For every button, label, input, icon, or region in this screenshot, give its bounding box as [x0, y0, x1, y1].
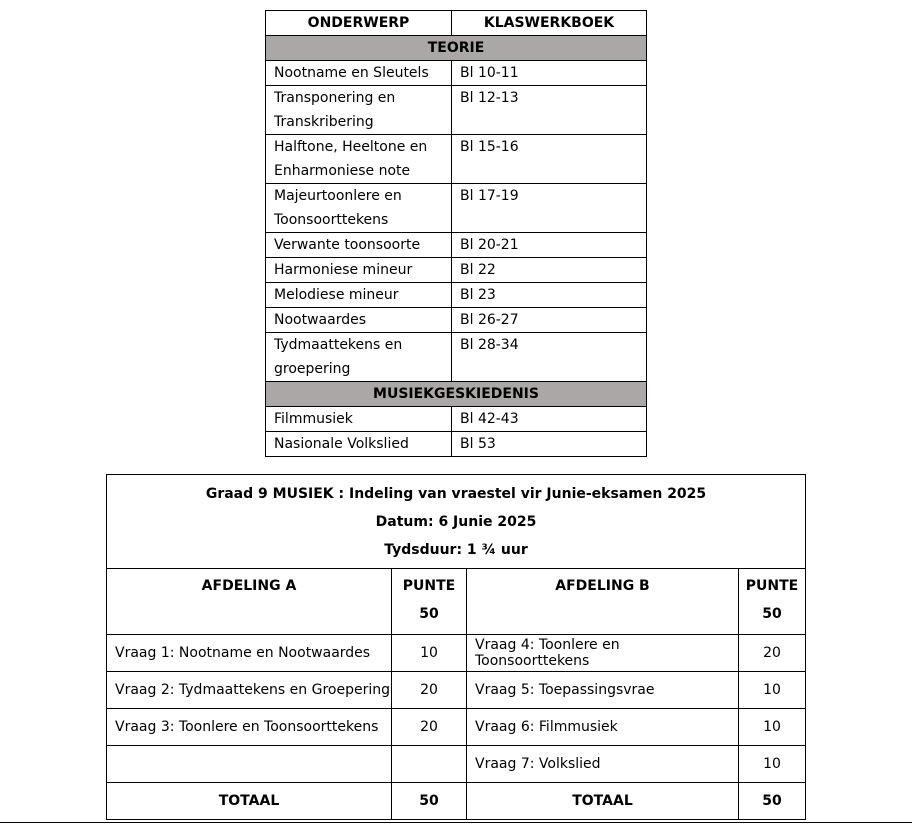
question-row — [107, 672, 806, 709]
question-marks: 20 — [739, 635, 806, 672]
topics-table — [265, 10, 647, 457]
topic-name: Filmmusiek — [266, 407, 452, 432]
exam-title-row — [107, 475, 806, 569]
topic-name: Verwante toonsoorte — [266, 233, 452, 258]
topic-pages: Bl 28-34 — [452, 333, 647, 382]
total-row — [107, 783, 806, 820]
section-b-heading: AFDELING B — [467, 569, 739, 635]
question-text: Vraag 1: Nootname en Nootwaardes — [107, 635, 392, 672]
table-row — [266, 407, 647, 432]
question-row — [107, 746, 806, 783]
question-row — [107, 635, 806, 672]
section-a-heading: AFDELING A — [107, 569, 392, 635]
section-header-row — [107, 569, 806, 635]
question-marks: 10 — [739, 709, 806, 746]
question-marks: 10 — [739, 672, 806, 709]
topic-pages: Bl 42-43 — [452, 407, 647, 432]
topic-pages: Bl 12-13 — [452, 86, 647, 135]
section-b-total: 50 — [739, 783, 806, 820]
topic-name: Nasionale Volkslied — [266, 432, 452, 457]
page-bottom-divider — [0, 822, 912, 823]
question-marks: 10 — [739, 746, 806, 783]
table-row — [266, 61, 647, 86]
question-marks: 20 — [392, 672, 467, 709]
section-a-total-label: TOTAAL — [107, 783, 392, 820]
header-subject: ONDERWERP — [266, 11, 452, 36]
exam-title-cell — [107, 475, 806, 569]
exam-date: Datum: 6 Junie 2025 — [375, 513, 537, 530]
exam-layout-table — [106, 474, 806, 820]
topic-name: Harmoniese mineur — [266, 258, 452, 283]
question-marks — [392, 746, 467, 783]
topic-pages: Bl 23 — [452, 283, 647, 308]
question-row — [107, 709, 806, 746]
table-row — [266, 308, 647, 333]
topic-pages: Bl 10-11 — [452, 61, 647, 86]
question-marks: 20 — [392, 709, 467, 746]
topic-pages: Bl 17-19 — [452, 184, 647, 233]
topics-header-row — [266, 11, 647, 36]
question-marks: 10 — [392, 635, 467, 672]
table-row — [266, 233, 647, 258]
header-workbook: KLASWERKBOEK — [452, 11, 647, 36]
topic-pages: Bl 22 — [452, 258, 647, 283]
section-row-music-history — [266, 382, 647, 407]
topic-pages: Bl 20-21 — [452, 233, 647, 258]
marks-label: PUNTE — [402, 578, 456, 594]
topic-name: Nootwaardes — [266, 308, 452, 333]
topic-name: Melodiese mineur — [266, 283, 452, 308]
question-text: Vraag 2: Tydmaattekens en Groepering — [107, 672, 392, 709]
topic-pages: Bl 26-27 — [452, 308, 647, 333]
question-text: Vraag 5: Toepassingsvrae — [467, 672, 739, 709]
table-row — [266, 432, 647, 457]
topic-pages: Bl 15-16 — [452, 135, 647, 184]
topic-pages: Bl 53 — [452, 432, 647, 457]
question-text — [107, 746, 392, 783]
marks-label: PUNTE — [745, 578, 799, 594]
table-row — [266, 184, 647, 233]
exam-title: Graad 9 MUSIEK : Indeling van vraestel vir Junie-eksamen 2025 — [205, 485, 707, 502]
question-text: Vraag 3: Toonlere en Toonsoorttekens — [107, 709, 392, 746]
table-row — [266, 283, 647, 308]
question-text: Vraag 7: Volkslied — [467, 746, 739, 783]
topic-name: Transponering en Transkribering — [266, 86, 452, 135]
topic-name: Majeurtoonlere en Toonsoorttekens — [266, 184, 452, 233]
table-row — [266, 86, 647, 135]
table-row — [266, 333, 647, 382]
section-title: TEORIE — [266, 36, 647, 61]
topic-name: Halftone, Heeltone en Enharmoniese note — [266, 135, 452, 184]
section-title: MUSIEKGESKIEDENIS — [266, 382, 647, 407]
section-b-total-label: TOTAAL — [467, 783, 739, 820]
exam-duration: Tydsduur: 1 ¾ uur — [384, 541, 528, 558]
topic-name: Nootname en Sleutels — [266, 61, 452, 86]
section-a-total: 50 — [392, 783, 467, 820]
table-row — [266, 135, 647, 184]
section-b-marks-heading — [739, 569, 806, 635]
section-row-theory — [266, 36, 647, 61]
marks-total: 50 — [762, 606, 782, 622]
marks-total: 50 — [419, 606, 439, 622]
topic-name: Tydmaattekens en groepering — [266, 333, 452, 382]
question-text: Vraag 4: Toonlere en Toonsoorttekens — [467, 635, 739, 672]
section-a-marks-heading — [392, 569, 467, 635]
table-row — [266, 258, 647, 283]
question-text: Vraag 6: Filmmusiek — [467, 709, 739, 746]
